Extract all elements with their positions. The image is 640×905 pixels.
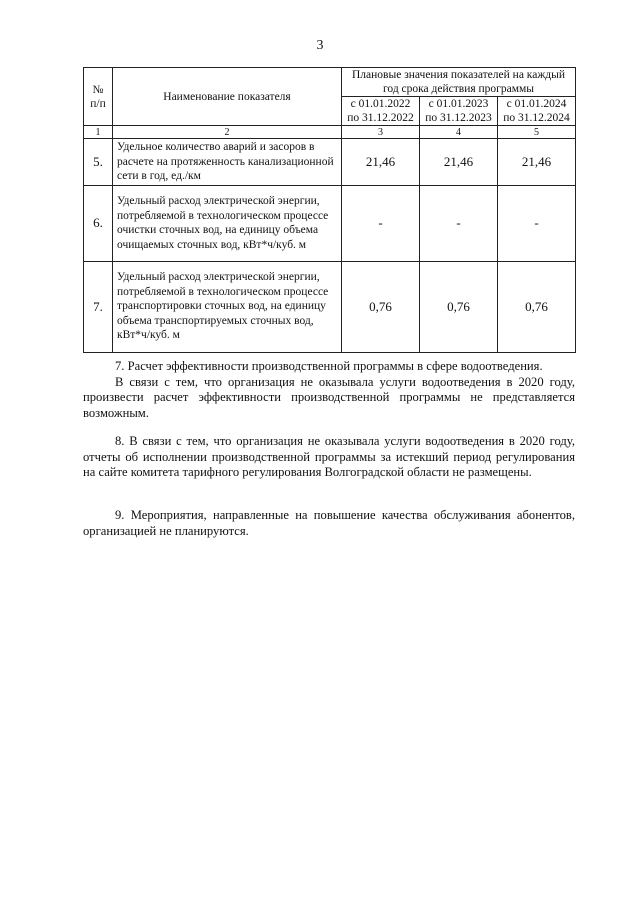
col-number-1: 1	[84, 126, 113, 139]
row-value-2023: -	[420, 185, 498, 261]
col-number-4: 4	[420, 126, 498, 139]
header-period-2022	[342, 97, 420, 126]
period-2024-start: с 01.01.2024	[506, 98, 567, 110]
row-value-2024: 0,76	[498, 261, 576, 352]
row-value-2023: 0,76	[420, 261, 498, 352]
row-indicator-name: Удельное количество аварий и засоров в расчете на протяженность канализационной сети в год, ед./км	[113, 139, 342, 186]
table-row	[84, 139, 576, 186]
section-8-text: 8. В связи с тем, что организация не оказывала услуги водоотведения в 2020 году, отчеты об исполнении производственной программы за истекший период регулирования на сайте комитета тарифного регулирования Волгоградской области не размещены.	[83, 434, 575, 479]
row-indicator-name: Удельный расход электрической энергии, потребляемой в технологическом процессе транспортировки сточных вод, на единицу объема транспортируемых сточных вод, кВт*ч/куб. м	[113, 261, 342, 352]
header-indicator-name: Наименование показателя	[113, 68, 342, 126]
section-9	[83, 508, 575, 539]
period-2023-start: с 01.01.2023	[428, 98, 489, 110]
period-2022-start: с 01.01.2022	[350, 98, 411, 110]
section-7-heading: 7. Расчет эффективности производственной программы в сфере водоотведения.	[115, 359, 543, 373]
header-period-2023	[420, 97, 498, 126]
col-number-2: 2	[113, 126, 342, 139]
section-7-text: В связи с тем, что организация не оказывала услуги водоотведения в 2020 году, произвести расчет эффективности производственной программы не представляется возможным.	[83, 374, 575, 420]
table-row	[84, 261, 576, 352]
row-value-2024: -	[498, 185, 576, 261]
section-7	[83, 359, 575, 421]
row-number: 7.	[84, 261, 113, 352]
page-number: 3	[316, 38, 324, 53]
period-2023-end: по 31.12.2023	[425, 112, 492, 124]
row-indicator-name: Удельный расход электрической энергии, потребляемой в технологическом процессе очистки сточных вод, на единицу объема очищаемых сточных вод, кВт*ч/куб. м	[113, 185, 342, 261]
section-9-text: 9. Мероприятия, направленные на повышение качества обслуживания абонентов, организацией не планируются.	[83, 508, 575, 538]
period-2024-end: по 31.12.2024	[503, 112, 570, 124]
row-value-2022: 21,46	[342, 139, 420, 186]
row-value-2023: 21,46	[420, 139, 498, 186]
header-number: № п/п	[84, 68, 113, 126]
header-period-2024	[498, 97, 576, 126]
row-number: 6.	[84, 185, 113, 261]
row-value-2022: -	[342, 185, 420, 261]
row-value-2022: 0,76	[342, 261, 420, 352]
table-row	[84, 185, 576, 261]
header-planned-values: Плановые значения показателей на каждый год срока действия программы	[342, 68, 576, 97]
col-number-3: 3	[342, 126, 420, 139]
period-2022-end: по 31.12.2022	[347, 112, 414, 124]
row-number: 5.	[84, 139, 113, 186]
section-8	[83, 434, 575, 481]
indicators-table	[83, 67, 576, 353]
col-number-5: 5	[498, 126, 576, 139]
row-value-2024: 21,46	[498, 139, 576, 186]
